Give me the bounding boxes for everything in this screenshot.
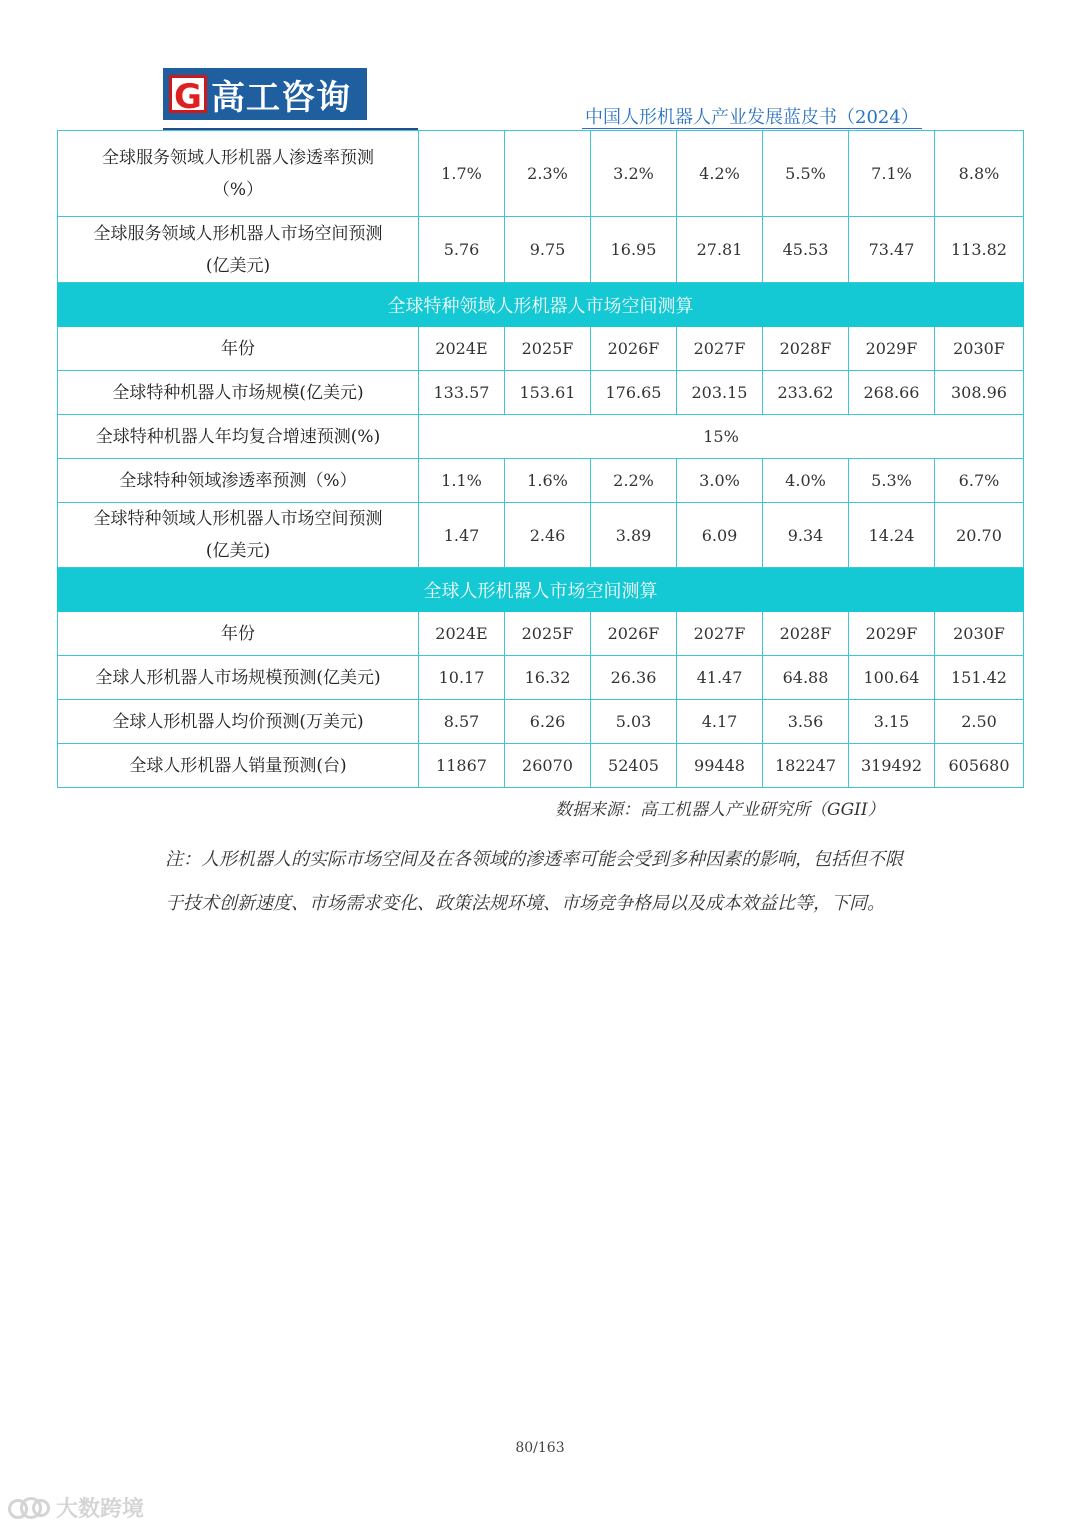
table-cell: 5.3% (849, 459, 935, 503)
table-cell: 41.47 (677, 656, 763, 700)
table-cell: 2024E (419, 612, 505, 656)
company-logo (163, 68, 367, 120)
table-cell: 2028F (763, 612, 849, 656)
table-row (58, 217, 1024, 283)
table-cell: 2.46 (505, 503, 591, 568)
table-section-header (58, 568, 1024, 612)
table-row (58, 131, 1024, 217)
watermark (8, 1492, 144, 1523)
row-label: 全球人形机器人市场规模预测(亿美元) (58, 656, 419, 700)
row-label: 全球特种机器人市场规模(亿美元) (58, 371, 419, 415)
table-cell: 2025F (505, 612, 591, 656)
table-row (58, 327, 1024, 371)
table-cell: 151.42 (935, 656, 1024, 700)
watermark-text: 大数跨境 (56, 1497, 145, 1522)
table-cell: 3.15 (849, 700, 935, 744)
table-cell: 8.8% (935, 131, 1024, 217)
row-label: 年份 (58, 327, 419, 371)
table-row (58, 459, 1024, 503)
data-source: 数据来源：高工机器人产业研究所（GGII） (555, 800, 885, 820)
table-cell: 8.57 (419, 700, 505, 744)
table-row (58, 371, 1024, 415)
table-cell: 16.32 (505, 656, 591, 700)
table-cell: 4.2% (677, 131, 763, 217)
table-cell: 319492 (849, 744, 935, 788)
row-label-line: 全球特种领域人形机器人市场空间预测 (93, 509, 383, 529)
table-cell: 3.89 (591, 503, 677, 568)
table-cell: 153.61 (505, 371, 591, 415)
table-cell: 1.47 (419, 503, 505, 568)
table-cell: 5.5% (763, 131, 849, 217)
table-cell: 9.75 (505, 217, 591, 283)
table-row (58, 415, 1024, 459)
table-cell: 99448 (677, 744, 763, 788)
table-cell: 100.64 (849, 656, 935, 700)
table-cell: 20.70 (935, 503, 1024, 568)
table-cell: 1.6% (505, 459, 591, 503)
table-cell: 2025F (505, 327, 591, 371)
table-cell: 4.0% (763, 459, 849, 503)
table-row (58, 744, 1024, 788)
table-cell: 2.50 (935, 700, 1024, 744)
table-cell: 3.56 (763, 700, 849, 744)
row-label: 全球特种机器人年均复合增速预测(%) (58, 415, 419, 459)
table-cell: 2029F (849, 612, 935, 656)
table-cell: 2030F (935, 327, 1024, 371)
header-underline (582, 128, 922, 129)
table-row (58, 612, 1024, 656)
table-cell: 64.88 (763, 656, 849, 700)
table-cell: 2027F (677, 327, 763, 371)
table-cell: 11867 (419, 744, 505, 788)
row-label-line: 全球服务领域人形机器人渗透率预测 (102, 147, 374, 168)
table-cell: 10.17 (419, 656, 505, 700)
row-label-line: (亿美元) (205, 255, 271, 276)
logo-text: 高工咨询 (211, 77, 351, 118)
table-cell: 52405 (591, 744, 677, 788)
table-cell: 16.95 (591, 217, 677, 283)
table-cell: 7.1% (849, 131, 935, 217)
page-number: 80/163 (515, 1440, 565, 1456)
row-label: 全球人形机器人销量预测(台) (58, 744, 419, 788)
table-cell: 5.03 (591, 700, 677, 744)
row-label-line: 全球服务领域人形机器人市场空间预测 (93, 223, 383, 244)
table-section-header (58, 283, 1024, 327)
table-cell: 9.34 (763, 503, 849, 568)
table-cell: 605680 (935, 744, 1024, 788)
table-cell: 182247 (763, 744, 849, 788)
table-cell: 14.24 (849, 503, 935, 568)
table-cell: 2030F (935, 612, 1024, 656)
table-cell: 4.17 (677, 700, 763, 744)
merged-value-cell: 15% (419, 415, 1024, 459)
table-cell: 113.82 (935, 217, 1024, 283)
table-cell: 133.57 (419, 371, 505, 415)
table-cell: 2.2% (591, 459, 677, 503)
row-label (58, 131, 419, 217)
table-cell: 268.66 (849, 371, 935, 415)
table-cell: 6.26 (505, 700, 591, 744)
table-cell: 2027F (677, 612, 763, 656)
table-cell: 233.62 (763, 371, 849, 415)
table-cell: 26.36 (591, 656, 677, 700)
row-label (58, 217, 419, 283)
table-cell: 2.3% (505, 131, 591, 217)
table-cell: 73.47 (849, 217, 935, 283)
row-label: 全球人形机器人均价预测(万美元) (58, 700, 419, 744)
table-cell: 3.0% (677, 459, 763, 503)
logo-letter: G (169, 75, 207, 113)
row-label-line: (亿美元) (205, 541, 271, 561)
table-cell: 2026F (591, 612, 677, 656)
table-cell: 26070 (505, 744, 591, 788)
row-label: 全球特种领域渗透率预测（%） (58, 459, 419, 503)
section-title: 全球人形机器人市场空间测算 (58, 568, 1024, 612)
table-cell: 3.2% (591, 131, 677, 217)
table-cell: 2026F (591, 327, 677, 371)
footnote: 注：人形机器人的实际市场空间及在各领域的渗透率可能会受到多种因素的影响，包括但不限于技术创新速度、市场需求变化、政策法规环境、市场竞争格局以及成本效益比等，下同。 (165, 849, 903, 914)
row-label: 年份 (58, 612, 419, 656)
table-cell: 203.15 (677, 371, 763, 415)
document-header-title: 中国人形机器人产业发展蓝皮书（2024） (585, 107, 919, 128)
row-label (58, 503, 419, 568)
table-cell: 5.76 (419, 217, 505, 283)
table-cell: 2028F (763, 327, 849, 371)
table-row (58, 503, 1024, 568)
table-row (58, 700, 1024, 744)
table-cell: 6.09 (677, 503, 763, 568)
table-cell: 45.53 (763, 217, 849, 283)
row-label-line: （%） (212, 179, 264, 200)
table-cell: 1.7% (419, 131, 505, 217)
table-cell: 176.65 (591, 371, 677, 415)
table-cell: 308.96 (935, 371, 1024, 415)
table-cell: 2024E (419, 327, 505, 371)
watermark-logo-icon (8, 1495, 50, 1521)
section-title: 全球特种领域人形机器人市场空间测算 (58, 283, 1024, 327)
table-cell: 2029F (849, 327, 935, 371)
table-cell: 1.1% (419, 459, 505, 503)
table-cell: 27.81 (677, 217, 763, 283)
market-forecast-table (57, 130, 1024, 788)
table-cell: 6.7% (935, 459, 1024, 503)
table-row (58, 656, 1024, 700)
